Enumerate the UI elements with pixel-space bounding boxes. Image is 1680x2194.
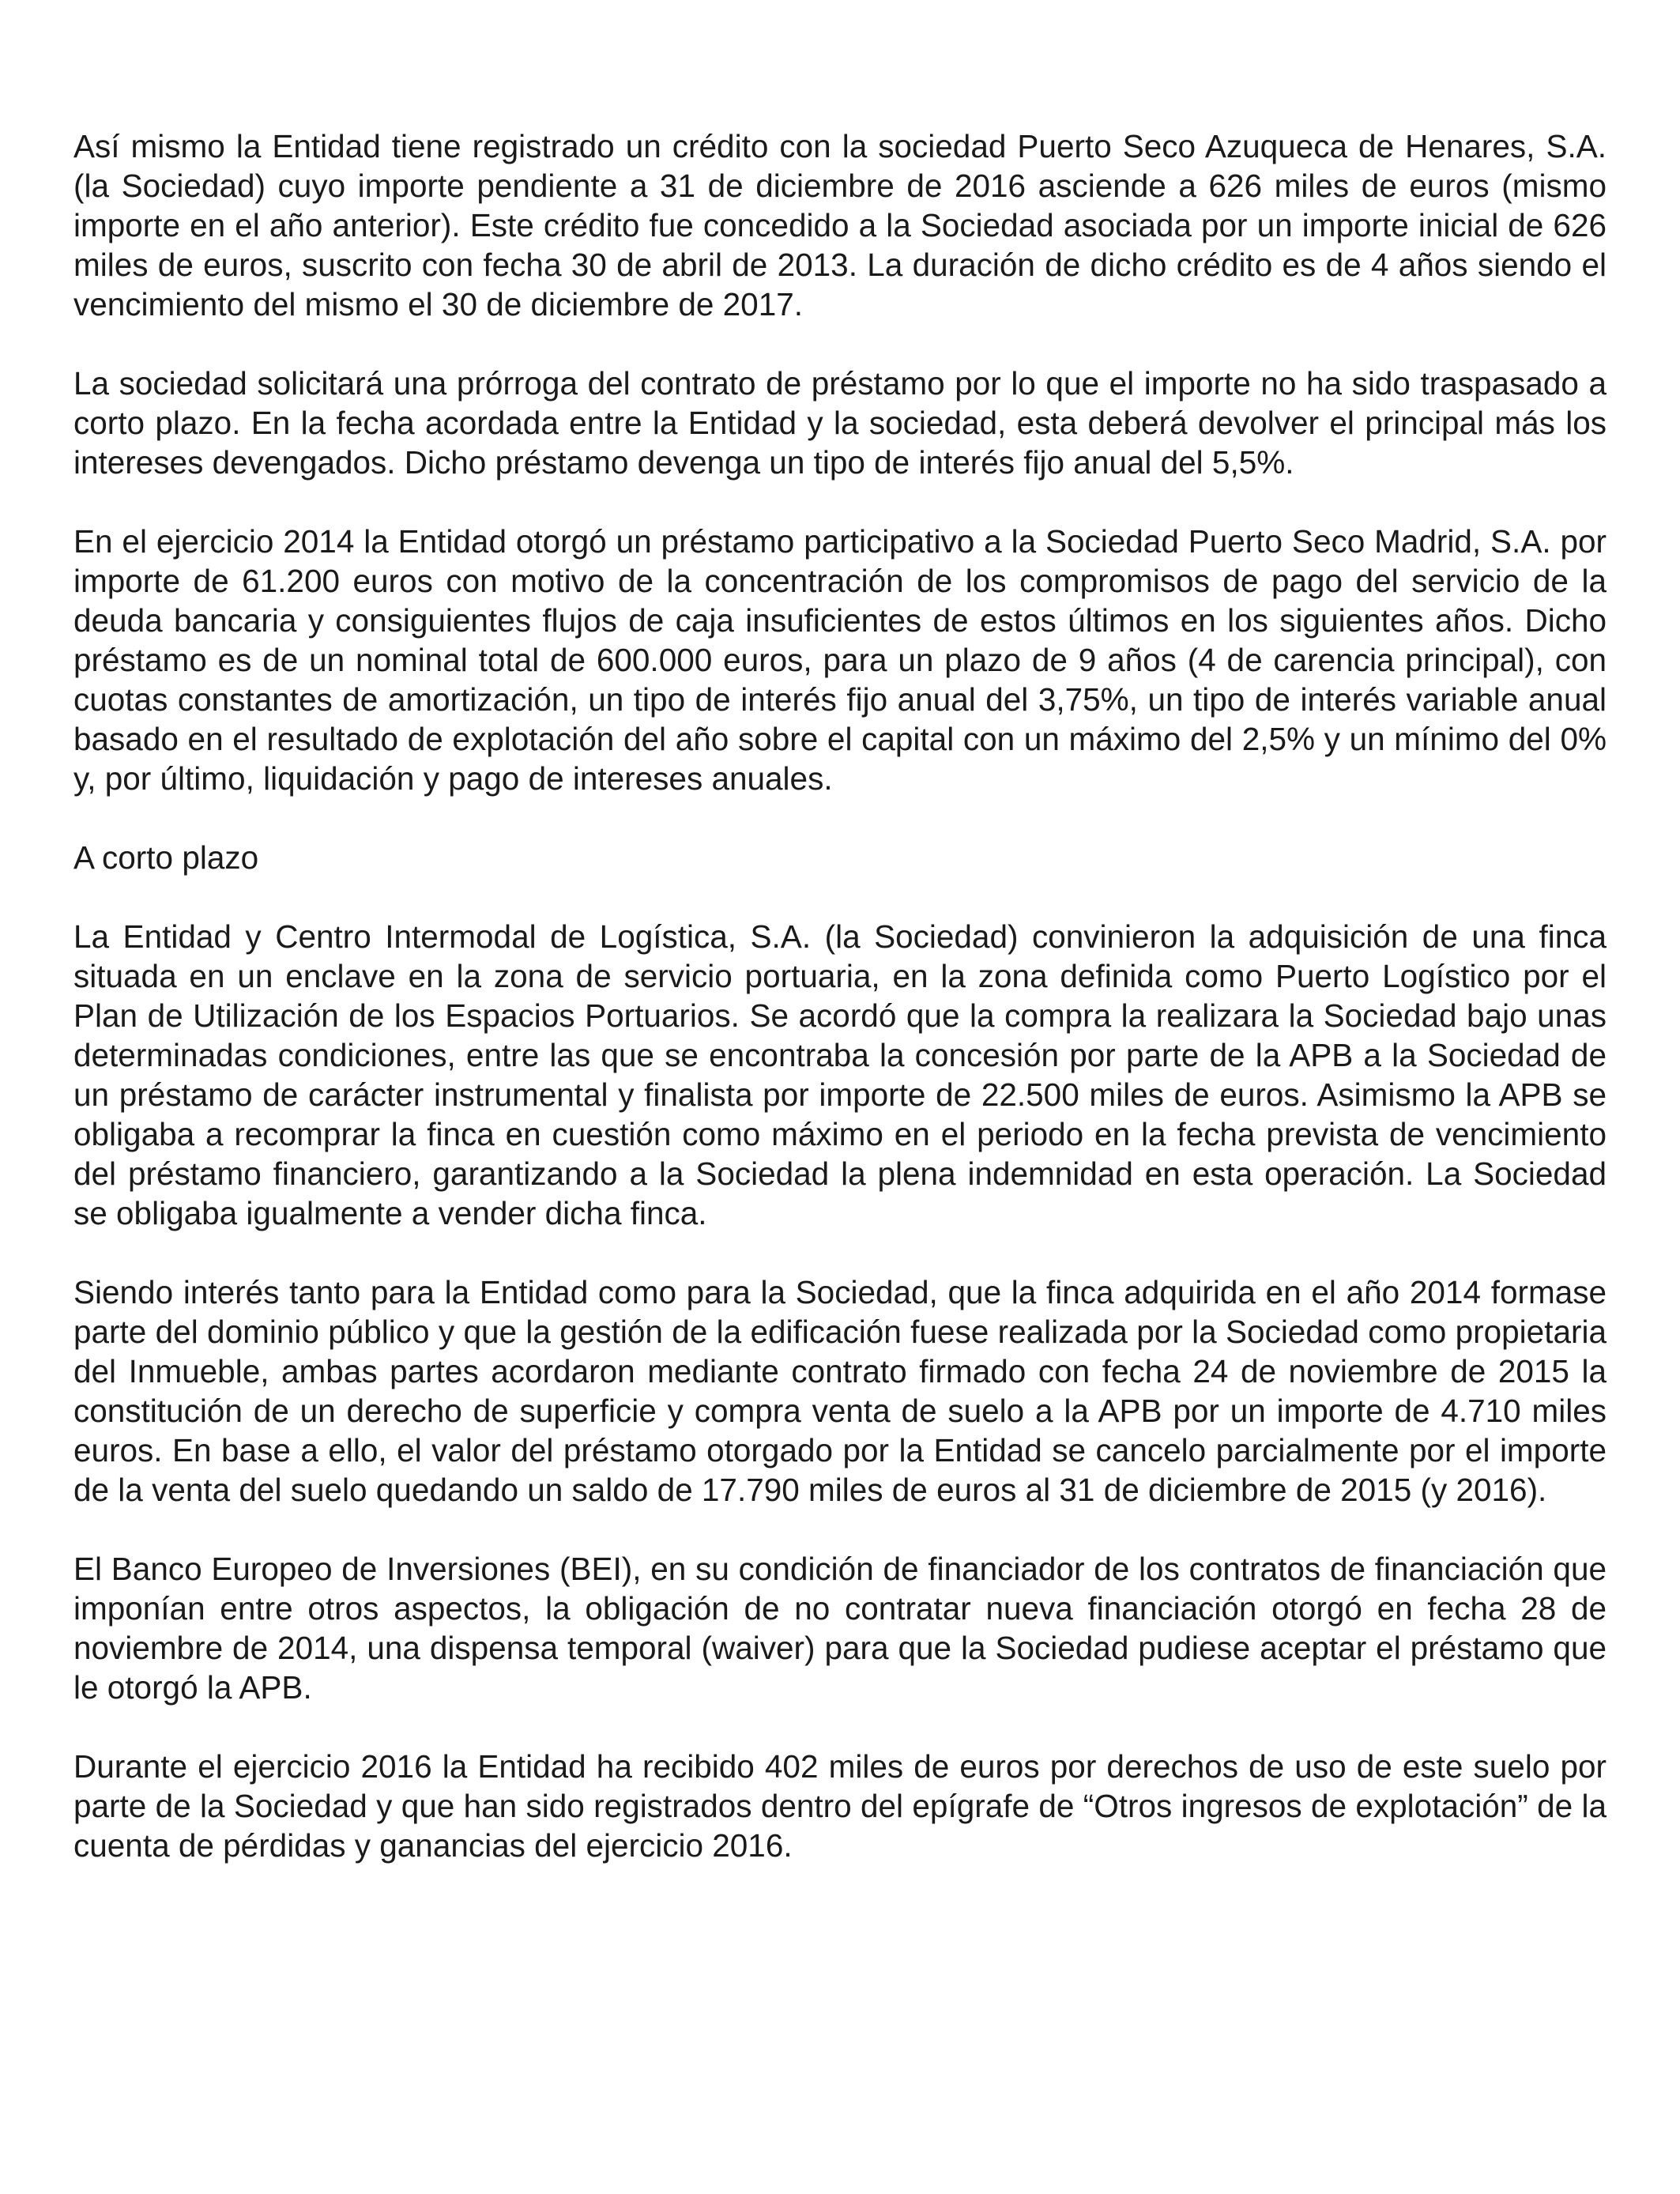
paragraph-derecho-superficie: Siendo interés tanto para la Entidad como para la Sociedad, que la finca adquirida en el año 2014 formase parte del dominio público y que la gestión de la edificación fuese realizada por la Sociedad como propietaria del Inmueble, ambas partes acordaron mediante contrato firmado con fecha 24 de noviembre de 2015 la constitución de un derecho de superficie y compra venta de suelo a la APB por un importe de 4.710 miles euros. En base a ello, el valor del préstamo otorgado por la Entidad se cancelo parcialmente por el importe de la venta del suelo quedando un saldo de 17.790 miles de euros al 31 de diciembre de 2015 (y 2016). — [73, 1274, 1607, 1508]
section-heading-corto-plazo: A corto plazo — [73, 839, 259, 876]
paragraph-prestamo-participativo-madrid: En el ejercicio 2014 la Entidad otorgó un préstamo participativo a la Sociedad Puerto Seco Madrid, S.A. por importe de 61.200 euros con motivo de la concentración de los compromisos de pago del servicio de la deuda bancaria y consiguientes flujos de caja insuficientes de estos últimos en los siguientes años. Dicho préstamo es de un nominal total de 600.000 euros, para un plazo de 9 años (4 de carencia principal), con cuotas constantes de amortización, un tipo de interés fijo anual del 3,75%, un tipo de interés variable anual basado en el resultado de explotación del año sobre el capital con un máximo del 2,5% y un mínimo del 0% y, por último, liquidación y pago de intereses anuales. — [73, 523, 1607, 797]
paragraph-credito-puerto-seco-azuqueca: Así mismo la Entidad tiene registrado un crédito con la sociedad Puerto Seco Azuqueca de Henares, S.A. (la Sociedad) cuyo importe pendiente a 31 de diciembre de 2016 asciende a 626 miles de euros (mismo importe en el año anterior). Este crédito fue concedido a la Sociedad asociada por un importe inicial de 626 miles de euros, suscrito con fecha 30 de abril de 2013. La duración de dicho crédito es de 4 años siendo el vencimiento del mismo el 30 de diciembre de 2017. — [73, 128, 1607, 322]
paragraph-otros-ingresos: Durante el ejercicio 2016 la Entidad ha recibido 402 miles de euros por derechos de uso de este suelo por parte de la Sociedad y que han sido registrados dentro del epígrafe de “Otros ingresos de explotación” de la cuenta de pérdidas y ganancias del ejercicio 2016. — [73, 1748, 1607, 1864]
paragraph-prorroga-prestamo: La sociedad solicitará una prórroga del contrato de préstamo por lo que el importe no ha sido traspasado a corto plazo. En la fecha acordada entre la Entidad y la sociedad, esta deberá devolver el principal más los intereses devengados. Dicho préstamo devenga un tipo de interés fijo anual del 5,5%. — [73, 365, 1607, 481]
document-page — [73, 126, 1607, 1905]
paragraph-bei-waiver: El Banco Europeo de Inversiones (BEI), en su condición de financiador de los contratos de financiación que imponían entre otros aspectos, la obligación de no contratar nueva financiación otorgó en fecha 28 de noviembre de 2014, una dispensa temporal (waiver) para que la Sociedad pudiese aceptar el préstamo que le otorgó la APB. — [73, 1551, 1607, 1706]
paragraph-centro-intermodal-logistica: La Entidad y Centro Intermodal de Logística, S.A. (la Sociedad) convinieron la adquisición de una finca situada en un enclave en la zona de servicio portuaria, en la zona definida como Puerto Logístico por el Plan de Utilización de los Espacios Portuarios. Se acordó que la compra la realizara la Sociedad bajo unas determinadas condiciones, entre las que se encontraba la concesión por parte de la APB a la Sociedad de un préstamo de carácter instrumental y finalista por importe de 22.500 miles de euros. Asimismo la APB se obligaba a recomprar la finca en cuestión como máximo en el periodo en la fecha prevista de vencimiento del préstamo financiero, garantizando a la Sociedad la plena indemnidad en esta operación. La Sociedad se obligaba igualmente a vender dicha finca. — [73, 918, 1607, 1231]
